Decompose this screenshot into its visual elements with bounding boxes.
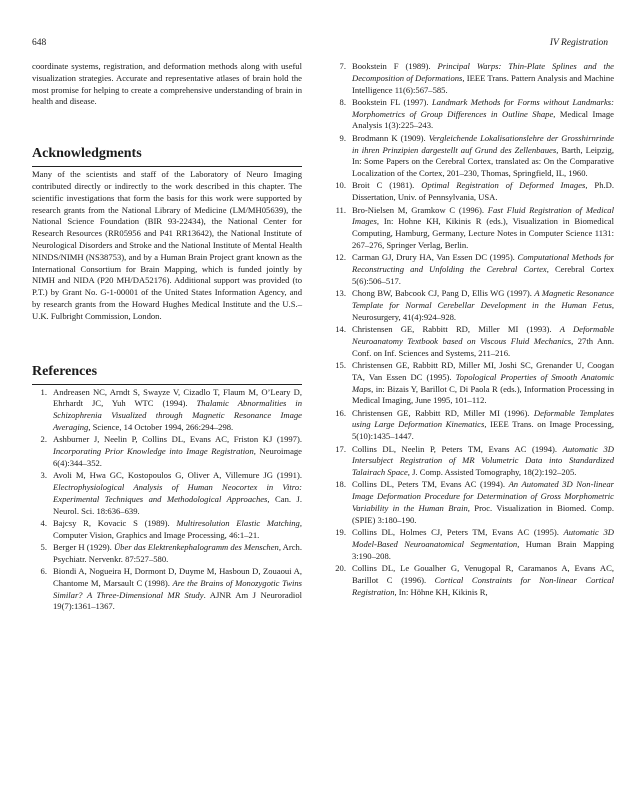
reference-authors: Christensen GE, Rabbitt RD, Miller MI (1993). xyxy=(352,324,560,335)
reference-number: 3. xyxy=(40,470,47,481)
reference-authors: Ashburner J, Neelin P, Collins DL, Evans AC, Friston KJ (1997). xyxy=(53,434,302,445)
reference-item xyxy=(331,180,614,204)
references-rule xyxy=(32,384,302,385)
reference-authors: Chong BW, Babcook CJ, Pang D, Ellis WG (1997). xyxy=(352,288,535,299)
reference-title: Incorporating Prior Knowledge into Image Registration xyxy=(53,446,254,457)
reference-number: 16. xyxy=(335,407,346,418)
acknowledgments-heading: Acknowledgments xyxy=(32,146,142,162)
reference-source: , Science, 14 October 1994, 266:294–298. xyxy=(88,421,234,432)
reference-item xyxy=(331,408,614,443)
reference-number: 20. xyxy=(335,562,346,573)
reference-title: Cortical Constraints for Non-linear Cortical Registration xyxy=(352,574,614,597)
reference-source: , Arch. Psychiatr. Nervenkr. 87:527–580. xyxy=(53,541,303,564)
reference-item xyxy=(32,518,302,542)
reference-authors: Avoli M, Hwa GC, Kostopoulos G, Oliver A, Villemure JG (1991). xyxy=(53,470,302,481)
reference-source: , J. Comp. Assisted Tomography, 18(2):192–205. xyxy=(407,467,577,478)
reference-source: , Barth, Leipzig, In: Some Papers on the Cerebral Cortex, translated as: On the Comparative Localization of the Cortex, 201–230, Thomas, Springfield, IL, 1960. xyxy=(352,144,614,179)
reference-authors: Collins DL, Peters TM, Evans AC (1994). xyxy=(352,479,509,490)
reference-number: 6. xyxy=(40,566,47,576)
reference-number: 14. xyxy=(335,324,346,335)
reference-authors: Christensen GE, Rabbitt RD, Miller MI (1996). xyxy=(352,407,534,418)
reference-authors: Carman GJ, Drury HA, Van Essen DC (1995). xyxy=(352,252,518,263)
reference-source: , In: Höhne KH, Kikinis R, xyxy=(394,586,488,597)
reference-source: , In: Hohne KH, Kikinis R (eds.), Visualization in Biomedical Computing, Hamburg, Germany, Lecture Notes in Computer Science 1131: 267–276, Springer Verlag, Berlin. xyxy=(352,216,614,250)
reference-title: Electrophysiological Analysis of Human Neocortex in Vitro: Experimental Techniques and Methodological Approaches xyxy=(53,481,302,504)
reference-title: A Magnetic Resonance Template for Normal Cerebellar Development in the Human Fetus xyxy=(352,288,614,310)
reference-title: An Automated 3D Non-linear Image Deformation Procedure for Determination of Gross Morphometric Variability in the Human Brain xyxy=(352,479,614,513)
reference-source: , IEEE Trans. on Image Processing, 5(10):1435–1447. xyxy=(352,419,614,442)
reference-source: , Medical Image Analysis 1(3):225–243. xyxy=(352,108,614,131)
reference-source: , Neurosurgery, 41(4):924–928. xyxy=(352,299,614,322)
reference-authors: Broit C (1981). xyxy=(352,180,422,191)
reference-title: Computational Methods for Reconstructing and Unfolding the Cerebral Cortex xyxy=(352,252,614,275)
page-header xyxy=(32,38,612,52)
reference-number: 10. xyxy=(335,180,346,191)
reference-authors: Collins DL, Holmes CJ, Peters TM, Evans AC (1995). xyxy=(352,527,564,538)
reference-number: 11. xyxy=(335,204,346,215)
references-heading: References xyxy=(32,363,98,379)
reference-item xyxy=(331,288,614,323)
reference-source: , Neuroimage 6(4):344–352. xyxy=(53,446,302,468)
page-number: 648 xyxy=(32,38,47,48)
reference-title: Landmark Methods for Forms without Landmarks: Morphometrics of Group Differences in Outline Shape xyxy=(352,96,614,119)
reference-title: Thalamic Abnormalities in Schizophrenia Visualized through Magnetic Resonance Image Averaging xyxy=(53,398,302,432)
reference-title: Optimal Registration of Deformed Images xyxy=(421,180,586,191)
reference-source: , in: Bizais Y, Barillot C, Di Paola R (eds.), Information Processing in Medical Imaging, June 1995, 101–112. xyxy=(352,383,614,406)
reference-source: , Can. J. Neurol. Sci. 18:636–639. xyxy=(53,493,302,516)
reference-number: 4. xyxy=(40,517,47,528)
reference-item xyxy=(32,542,302,566)
reference-title: Automatic 3D Intersubject Registration of MR Volumetric Data into Standardized Talairach Space xyxy=(352,443,614,478)
reference-item xyxy=(331,205,614,252)
reference-title: Deformable Templates using Large Deformation Kinematics xyxy=(352,407,614,430)
running-head: IV Registration xyxy=(549,38,608,48)
reference-number: 9. xyxy=(339,132,346,143)
reference-authors: Christensen GE, Rabbitt RD, Miller MI, Joshi SC, Grenander U, Coogan TA, Van Essen DC (1995). xyxy=(352,359,614,382)
left-column xyxy=(32,61,302,614)
reference-item xyxy=(32,470,302,517)
reference-title: Are the Brains of Monozygotic Twins Similar? A Three-Dimensional MR Study xyxy=(53,577,302,600)
reference-number: 13. xyxy=(335,288,346,299)
reference-authors: Bookstein F (1989). xyxy=(352,61,438,71)
reference-authors: Collins DL, Neelin P, Peters TM, Evans AC (1994). xyxy=(352,443,563,454)
reference-number: 17. xyxy=(335,443,346,454)
right-column xyxy=(331,61,614,599)
reference-item xyxy=(331,527,614,562)
reference-item xyxy=(331,324,614,359)
reference-source: , Computer Vision, Graphics and Image Processing, 46:1–21. xyxy=(53,517,302,540)
reference-number: 12. xyxy=(335,252,346,263)
reference-number: 1. xyxy=(40,386,47,397)
reference-authors: Bajcsy R, Kovacic S (1989). xyxy=(53,517,177,528)
reference-item xyxy=(32,566,302,613)
reference-title: Principal Warps: Thin-Plate Splines and the Decomposition of Deformations xyxy=(352,61,614,83)
reference-title: A Deformable Neuroanatomy Textbook based on Viscous Fluid Mechanics xyxy=(352,324,615,346)
reference-authors: Collins DL, Le Goualher G, Venugopal R, Caramanos A, Evans AC, Barillot C (1996). xyxy=(352,562,614,585)
reference-item xyxy=(331,133,614,180)
reference-item xyxy=(32,434,302,469)
reference-item xyxy=(331,563,614,598)
reference-authors: Berger H (1929). xyxy=(53,541,114,552)
reference-authors: Bookstein FL (1997). xyxy=(352,96,432,107)
reference-item xyxy=(331,61,614,96)
reference-authors: Brodmann K (1909). xyxy=(352,132,429,143)
reference-source: , 27th Ann. Conf. on Inf. Sciences and Systems, 211–216. xyxy=(352,335,614,358)
reference-number: 7. xyxy=(339,61,346,71)
reference-source: , Ph.D. Dissertation, Univ. of Pennsylvania, USA. xyxy=(352,180,614,203)
reference-source: . AJNR Am J Neuroradiol 19(7):1361–1367. xyxy=(53,589,302,612)
reference-item xyxy=(331,479,614,526)
reference-title: Über das Elektrenkephalogramm des Menschen xyxy=(113,541,279,552)
reference-authors: Bro-Nielsen M, Gramkow C (1996). xyxy=(352,204,488,215)
acknowledgments-rule xyxy=(32,166,302,167)
reference-source: , IEEE Trans. Pattern Analysis and Machine Intelligence 11(6):567–585. xyxy=(352,72,615,95)
reference-number: 5. xyxy=(40,541,47,552)
reference-source: , Cerebral Cortex 5(6):506–517. xyxy=(352,264,614,286)
reference-source: , Human Brain Mapping 3:190–208. xyxy=(352,538,614,561)
reference-item xyxy=(32,387,302,434)
reference-title: Fast Fluid Registration of Medical Images xyxy=(352,204,614,227)
reference-title: Vergleichende Lokalisationslehre der Grosshirnrinde in ihren Prinzipien dargestellt auf Grund des Zellenbaues xyxy=(352,132,614,155)
reference-source: , Proc. Visualization in Biomed. Comp. (SPIE) 3:180–190. xyxy=(352,502,614,525)
reference-number: 18. xyxy=(335,479,346,490)
reference-number: 19. xyxy=(335,527,346,538)
reference-title: Multiresolution Elastic Matching xyxy=(176,517,300,528)
reference-item xyxy=(331,252,614,287)
reference-item xyxy=(331,360,614,407)
reference-title: Topological Properties of Smooth Anatomic Maps xyxy=(352,371,614,394)
reference-title: Automatic 3D Model-Based Neuroanatomical Segmentation xyxy=(352,527,614,549)
reference-number: 2. xyxy=(40,434,47,445)
reference-authors: Biondi A, Nogueira H, Dormont D, Duyme M, Hasboun D, Zouaoui A, Chantome M, Marsault C (1998). xyxy=(53,566,302,588)
reference-list-left xyxy=(32,387,302,614)
reference-item xyxy=(331,444,614,479)
reference-list-right xyxy=(331,61,614,598)
intro-paragraph: coordinate systems, registration, and deformation methods along with useful visualization strategies. Accurate and representative atlases of brain hold the most promise for helping to create a comprehensive understanding of brain in health and disease. xyxy=(32,61,302,107)
reference-item xyxy=(331,97,614,132)
reference-number: 8. xyxy=(339,96,346,107)
reference-authors: Andreasen NC, Arndt S, Swayze V, Cizadlo T, Flaum M, O’Leary D, Ehrhardt JC, Yuh WTC (1994). xyxy=(53,386,302,409)
acknowledgments-text: Many of the scientists and staff of the Laboratory of Neuro Imaging contributed directly or indirectly to the work described in this chapter. The scientific investigations that form the basis for this work were supported by research grants from the National Library of Medicine (LM/MH05639), the National Science Foundation (BIR 93-22434), the National Center for Research Resources (RR05956 and P41 RR13642), the National Institute of Neurological Disorders and Stroke and the National Institute of Mental Health NINDS/NIMH (NS38753), and by a Human Brain Project grant known as the International Consortium for Brain Mapping, which is funded jointly by NIMH and NIDA (P20 MH/DA52176). Additional support was provided (to P.T.) by Grant No. G-1-00001 of the United States Information Agency, and by research grants from the Howard Hughes Medical Institute and the U.S.–U.K. Fulbright Commission, London. xyxy=(32,169,302,321)
reference-number: 15. xyxy=(335,359,346,370)
